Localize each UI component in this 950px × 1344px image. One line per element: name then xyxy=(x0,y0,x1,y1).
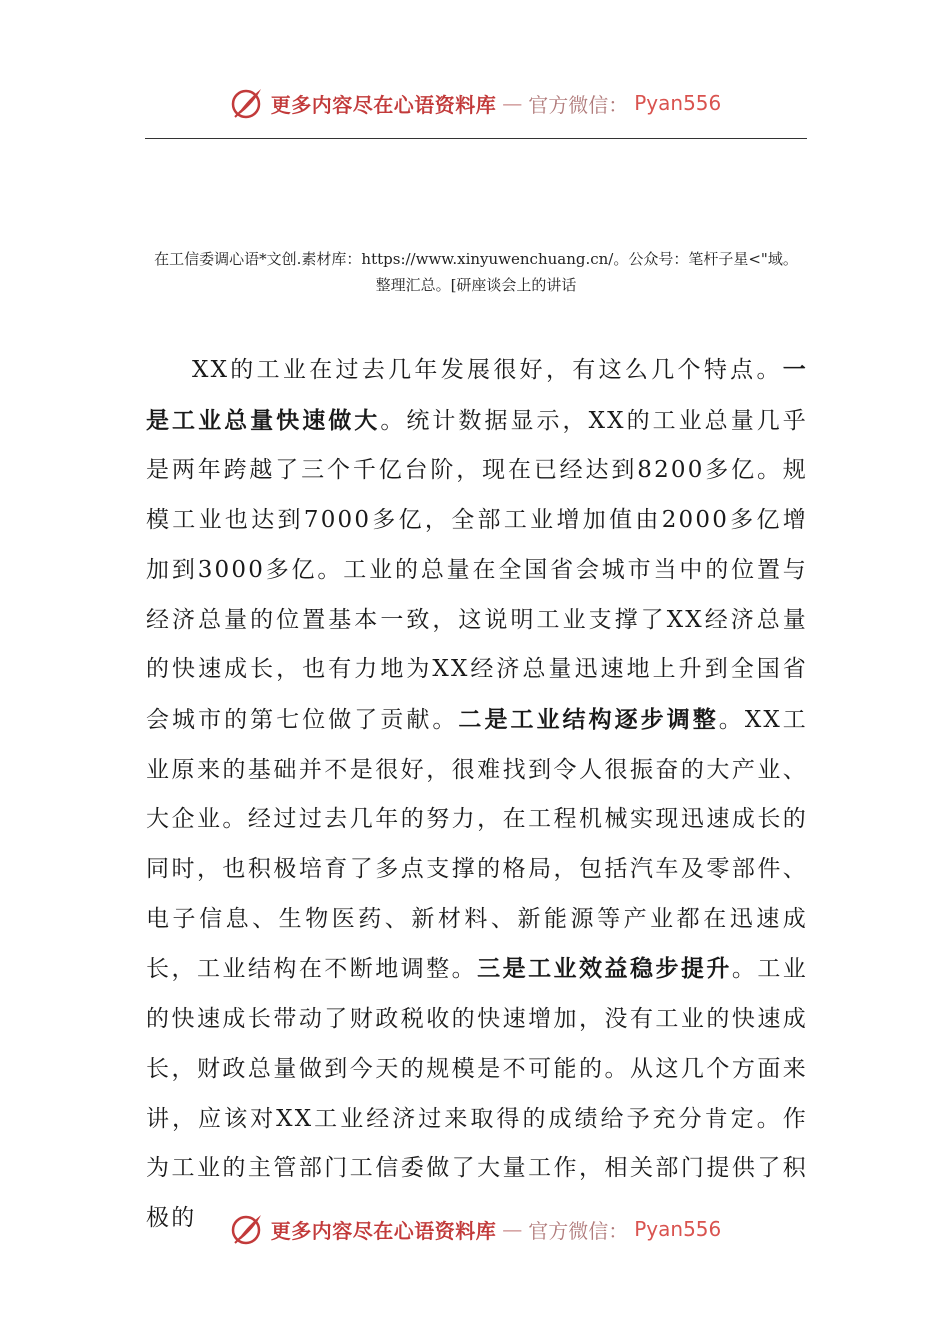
footer-banner xyxy=(0,1204,950,1254)
footer-banner-main-text: 更多内容尽在心语资料库 xyxy=(270,1218,497,1243)
footer-banner-content xyxy=(229,1211,722,1247)
banner-separator: — xyxy=(502,91,523,115)
banner-wechat-handle: Pyan556 xyxy=(634,91,722,115)
body-sentence-3: 。XX工业原来的基础并不是很好，很难找到令人很振奋的大产业、大企业。经过过去几年的努力，在工程机械实现迅速成长的同时，也积极培育了多点支撑的格局，包括汽车及零部件、电子信息、生物医药、新材料、新能源等产业都在迅速成长，工业结构在不断地调整。 xyxy=(146,706,808,983)
body-sentence-4: 。工业的快速成长带动了财政税收的快速增加，没有工业的快速成长，财政总量做到今天的规模是不可能的。从这几个方面来讲，应该对XX工业经济过来取得的成绩给予充分肯定。作为工业的主管部门工信委做了大量工作，相关部门提供了积极的 xyxy=(146,956,809,1231)
source-note-line-1: 在工信委调心语*文创.素材库：https://www.xinyuwenchuang.cn/。公众号：笔杆子星<"域。 xyxy=(154,250,798,268)
banner-content xyxy=(229,85,722,121)
banner-main-text: 更多内容尽在心语资料库 xyxy=(270,92,497,117)
highlight-point-2: 二是工业结构逐步调整 xyxy=(458,705,719,733)
footer-banner-wechat-handle: Pyan556 xyxy=(634,1217,722,1241)
quill-logo-icon xyxy=(229,85,265,121)
header-divider xyxy=(145,138,807,139)
body-sentence-1: XX的工业在过去几年发展很好，有这么几个特点。 xyxy=(192,357,783,383)
source-note xyxy=(140,246,812,298)
source-note-line-2: 整理汇总。[研座谈会上的讲话 xyxy=(375,276,577,294)
body-paragraph xyxy=(146,345,808,1244)
body-sentence-2: 。统计数据显示，XX的工业总量几乎是两年跨越了三个千亿台阶，现在已经达到8200多亿。规模工业也达到7000多亿，全部工业增加值由2000多亿增加到3000多亿。工业的总量在全国省会城市当中的位置与经济总量的位置基本一致，这说明工业支撑了XX经济总量的快速成长，也有力地为XX经济总量迅速地上升到全国省会城市的第七位做了贡献。 xyxy=(146,407,808,733)
speech-body xyxy=(146,345,808,1244)
footer-banner-official-label: 官方微信： xyxy=(528,1218,629,1243)
highlight-point-1: 一是工业总量快速做大 xyxy=(146,356,808,434)
footer-banner-separator: — xyxy=(502,1217,523,1241)
highlight-point-3: 三是工业效益稳步提升 xyxy=(477,955,732,983)
banner-official-label: 官方微信： xyxy=(528,92,629,117)
header-banner xyxy=(0,78,950,128)
quill-logo-icon xyxy=(229,1211,265,1247)
